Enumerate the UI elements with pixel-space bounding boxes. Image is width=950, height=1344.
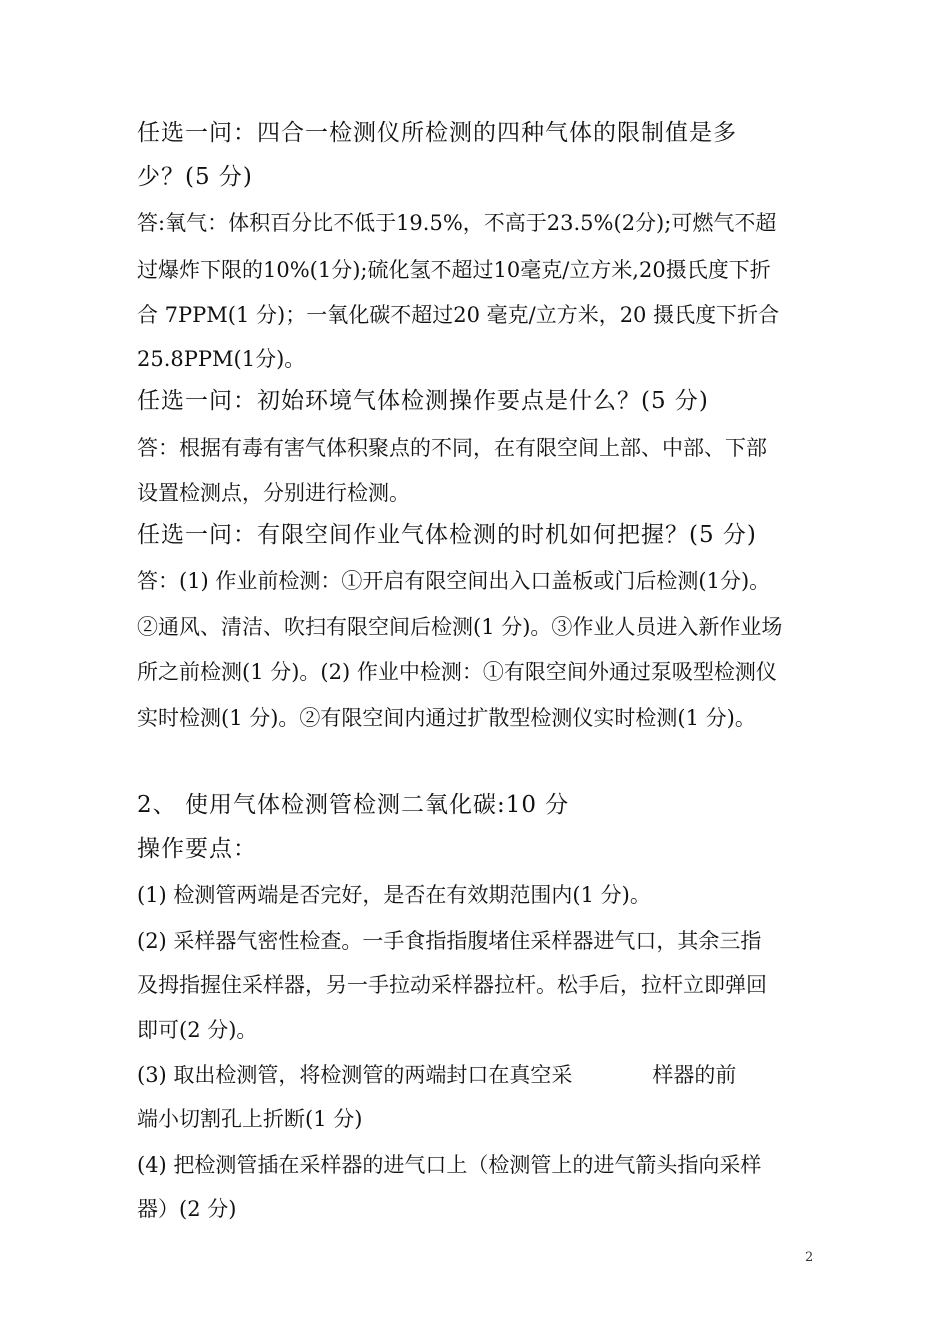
step-4-line-1: (4) 把检测管插在采样器的进气口上（检测管上的进气箭头指向采样 <box>137 1153 762 1177</box>
step-1-line-1: (1) 检测管两端是否完好，是否在有效期范围内(1 分)。 <box>137 883 651 907</box>
step-3-line-1 <box>137 1060 857 1090</box>
answer-2-line-1: 答：根据有毒有害气体积聚点的不同，在有限空间上部、中部、下部 <box>137 436 767 460</box>
step-2-line-3: 即可(2 分)。 <box>137 1018 258 1042</box>
section-2-heading: 2、 使用气体检测管检测二氧化碳:10 分 <box>137 792 570 818</box>
answer-3-line-2: ②通风、清洁、吹扫有限空间后检测(1 分)。③作业人员进入新作业场 <box>137 615 783 639</box>
step-3-line-1-part-2: 样器的前 <box>652 1063 737 1087</box>
answer-3-line-1: 答：(1) 作业前检测：①开启有限空间出入口盖板或门后检测(1分)。 <box>137 569 771 593</box>
step-2-line-2: 及拇指握住采样器，另一手拉动采样器拉杆。松手后，拉杆立即弹回 <box>137 973 767 997</box>
answer-1-line-1: 答:氧气：体积百分比不低于19.5%，不高于23.5%(2分);可燃气不超 <box>137 211 777 235</box>
answer-1-line-3: 合 7PPM(1 分)；一氧化碳不超过20 毫克/立方米，20 摄氏度下折合 <box>137 303 780 327</box>
question-2-line-1: 任选一问：初始环境气体检测操作要点是什么？(5 分) <box>137 388 709 414</box>
step-4-line-2: 器）(2 分) <box>137 1197 237 1221</box>
step-3-line-2: 端小切割孔上折断(1 分) <box>137 1107 363 1131</box>
page-number: 2 <box>805 1250 814 1265</box>
answer-2-line-2: 设置检测点，分别进行检测。 <box>137 481 410 505</box>
answer-1-line-2: 过爆炸下限的10%(1分);硫化氢不超过10毫克/立方米,20摄氏度下折 <box>137 258 771 282</box>
question-3-line-1: 任选一问：有限空间作业气体检测的时机如何把握？(5 分) <box>137 522 757 548</box>
question-1-line-2: 少？(5 分) <box>137 164 253 190</box>
operation-points-label: 操作要点： <box>137 836 257 862</box>
question-1-line-1: 任选一问：四合一检测仪所检测的四种气体的限制值是多 <box>137 120 737 146</box>
step-2-line-1: (2) 采样器气密性检查。一手食指指腹堵住采样器进气口，其余三指 <box>137 929 762 953</box>
answer-1-line-4: 25.8PPM(1分)。 <box>137 347 306 371</box>
answer-3-line-3: 所之前检测(1 分)。(2) 作业中检测：①有限空间外通过泵吸型检测仪 <box>137 660 777 684</box>
step-3-line-1-part-1: (3) 取出检测管，将检测管的两端封口在真空采 <box>137 1063 573 1087</box>
answer-3-line-4: 实时检测(1 分)。②有限空间内通过扩散型检测仪实时检测(1 分)。 <box>137 706 756 730</box>
